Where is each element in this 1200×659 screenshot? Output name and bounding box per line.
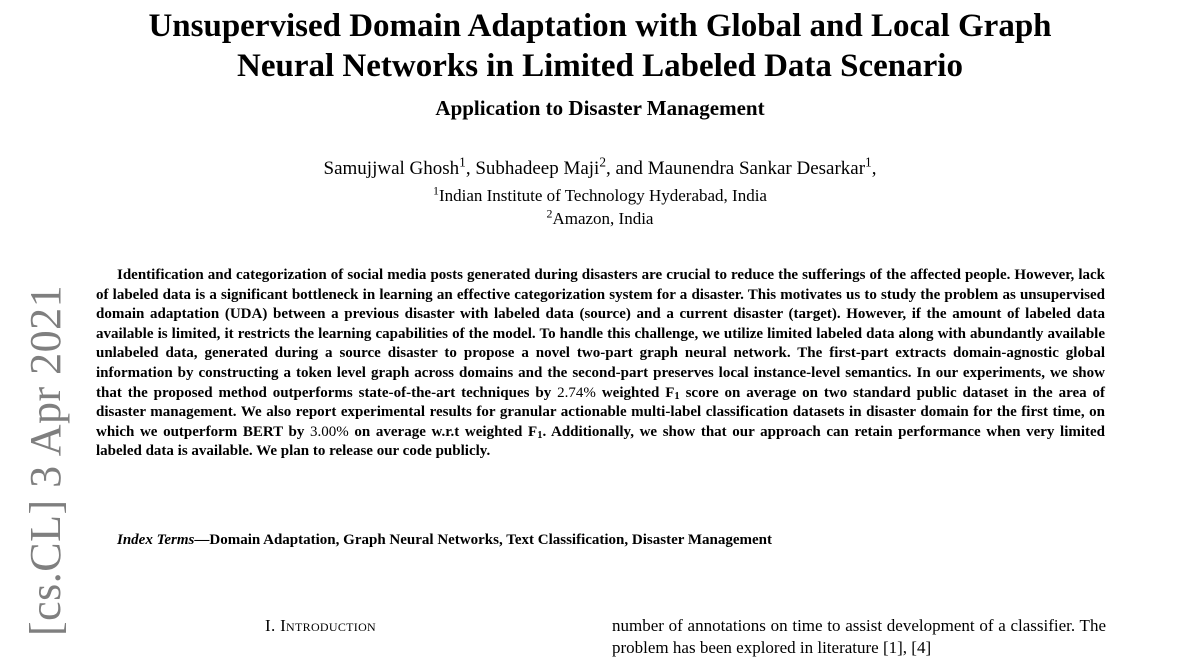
affiliation-name: Amazon, India bbox=[552, 209, 654, 228]
author-separator: , bbox=[465, 158, 476, 179]
abstract bbox=[96, 266, 1105, 462]
abstract-text: score on average on two standard public dataset in the area of disaster management. We also report experimental results for granular actionable multi-label classification datasets in disaster domain for the first time, on which we outperform BERT by bbox=[96, 384, 1106, 440]
title-line-1: Unsupervised Domain Adaptation with Global and Local Graph bbox=[148, 8, 1052, 44]
affiliation-mark: 1 bbox=[433, 183, 439, 198]
section-number: I. bbox=[265, 616, 276, 635]
paper-subtitle: Application to Disaster Management bbox=[435, 96, 765, 120]
abstract-value: 3.00% bbox=[310, 423, 349, 440]
paper-title bbox=[0, 6, 1200, 86]
index-terms-label: Index Terms bbox=[117, 532, 195, 548]
arxiv-stamp: [cs.CL] 3 Apr 2021 bbox=[21, 284, 70, 636]
author-list bbox=[0, 154, 1200, 181]
affiliation-mark: 2 bbox=[546, 206, 553, 221]
affiliation-name: Indian Institute of Technology Hyderabad, India bbox=[438, 186, 767, 205]
f1-subscript: 1 bbox=[537, 429, 543, 441]
title-line-2: Neural Networks in Limited Labeled Data Scenario bbox=[237, 48, 963, 84]
abstract-text: Identification and categorization of social media posts generated during disasters are crucial to reduce the sufferings of the affected people. However, lack of labeled data is a significant bottleneck in learning an effective categorization system for a disaster. This motivates us to study the problem as unsupervised domain adaptation (UDA) between a previous disaster with labeled data (source) and a current disaster (target). However, if the amount of labeled data available is limited, it restricts the learning capabilities of the model. To handle this challenge, we utilize limited labeled data along with abundantly available unlabeled data, generated during a source disaster to propose a novel two-part graph neural network. The first-part extracts domain-agnostic global information by constructing a token level graph across domains and the second-part preserves local instance-level semantics. In our experiments, we show that the proposed method outperforms state-of-the-art techniques by bbox=[96, 267, 1105, 401]
index-terms bbox=[117, 530, 1107, 550]
section-heading-introduction bbox=[265, 615, 376, 637]
affiliation-1 bbox=[0, 185, 1200, 207]
author-name: Maunendra Sankar Desarkar bbox=[647, 158, 866, 179]
author-name: Samujjwal Ghosh bbox=[323, 158, 460, 179]
abstract-text: weighted F bbox=[601, 384, 675, 401]
abstract-text: on average w.r.t weighted F bbox=[354, 423, 538, 440]
author-affiliation-mark: 1 bbox=[459, 154, 466, 170]
abstract-text: . Additionally, we show that our approach can retain performance when very limited labeled data is available. We plan to release our code publicly. bbox=[96, 423, 1106, 460]
author-separator: , bbox=[871, 158, 877, 179]
author-affiliation-mark: 1 bbox=[865, 154, 872, 170]
author-affiliation-mark: 2 bbox=[599, 154, 606, 170]
index-terms-dash: — bbox=[194, 532, 210, 548]
section-title: Introduction bbox=[280, 616, 376, 635]
f1-subscript: 1 bbox=[674, 390, 680, 402]
index-terms-text: Domain Adaptation, Graph Neural Networks, Text Classification, Disaster Management bbox=[209, 532, 773, 548]
author-name: Subhadeep Maji bbox=[475, 158, 600, 179]
affiliation-2 bbox=[0, 208, 1200, 230]
author-separator: , and bbox=[606, 158, 648, 179]
right-column-text: number of annotations on time to assist development of a classifier. The problem has been explored in literature [1], [4] bbox=[612, 616, 1106, 657]
abstract-value: 2.74% bbox=[557, 384, 596, 401]
